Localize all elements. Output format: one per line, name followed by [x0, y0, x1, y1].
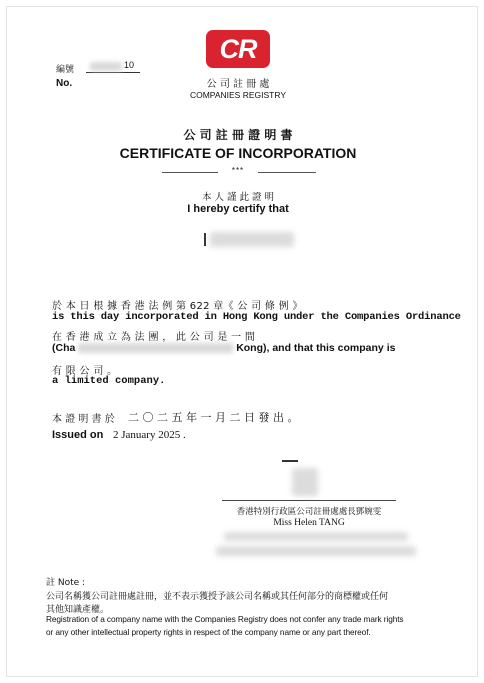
company-name-cursor-mark	[204, 233, 206, 246]
company-type-statement: Kong), and that this company is	[236, 342, 396, 354]
cert-number-label-zh: 編號	[56, 65, 75, 75]
body-line1-en: is this day incorporated in Hong Kong under the Companies Ordinance	[52, 311, 461, 323]
cert-number-field	[86, 60, 140, 73]
issued-en-date: 2 January 2025 .	[113, 429, 186, 441]
logo-text: CR	[219, 33, 257, 64]
signatory-title-zh: 香港特別行政區公司註冊處處長鄧婉雯	[236, 507, 382, 517]
note-zh-line1: 公司名稱獲公司註冊處註冊，並不表示獲授予該公司名稱或其任何部分的商標權或任何	[46, 592, 389, 602]
issued-zh-date: 二 〇 二 五 年 一 月 二 日 發 出 。	[128, 411, 299, 424]
body-line3-zh: 有 限 公 司 。	[52, 366, 118, 377]
title-ornament: ***	[231, 166, 245, 175]
body-line1-zh: 於 本 日 根 據 香 港 法 例 第 622 章《 公 司 條 例 》	[52, 301, 303, 312]
redacted-signatory-title-line2	[216, 546, 416, 556]
note-label: 註 Note :	[46, 578, 86, 588]
signature-mark	[282, 460, 298, 462]
certify-zh: 本 人 謹 此 證 明	[201, 192, 275, 203]
redacted-signature	[292, 468, 318, 496]
title-en: CERTIFICATE OF INCORPORATION	[119, 145, 357, 161]
note-en-line2: or any other intellectual property rights in respect of the company name or any part thereof.	[46, 627, 371, 637]
note-zh-line2: 其他知識產權。	[46, 605, 110, 615]
title-zh: 公 司 註 冊 證 明 書	[183, 128, 293, 142]
registry-name-zh: 公 司 註 冊 處	[206, 79, 270, 90]
body-line2-zh: 在 香 港 成 立 為 法 團 ， 此 公 司 是 一 間	[52, 332, 256, 343]
issued-en-label: Issued on	[52, 429, 104, 441]
issued-zh-prefix: 本 證 明 書 於	[52, 414, 115, 425]
registry-name-en: COMPANIES REGISTRY	[189, 90, 287, 100]
redacted-company-name	[210, 232, 294, 247]
signature-line	[222, 500, 396, 501]
title-divider-right	[258, 172, 316, 173]
body-line2-en	[52, 342, 395, 354]
signatory-name-en: Miss Helen TANG	[273, 518, 345, 528]
company-chinese-name-prefix: (Cha	[52, 342, 76, 354]
certify-en: I hereby certify that	[187, 203, 289, 215]
redacted-cert-number	[90, 62, 122, 71]
redacted-signatory-title-line1	[224, 532, 408, 541]
note-en-line1: Registration of a company name with the Companies Registry does not confer any trade mark rights	[46, 614, 404, 624]
body-line3-en: a limited company.	[52, 375, 166, 387]
redacted-company-chinese-name	[78, 343, 233, 353]
companies-registry-logo	[206, 30, 270, 68]
cert-number-value: 10	[124, 60, 135, 70]
cert-number-label-en: No.	[56, 78, 73, 89]
